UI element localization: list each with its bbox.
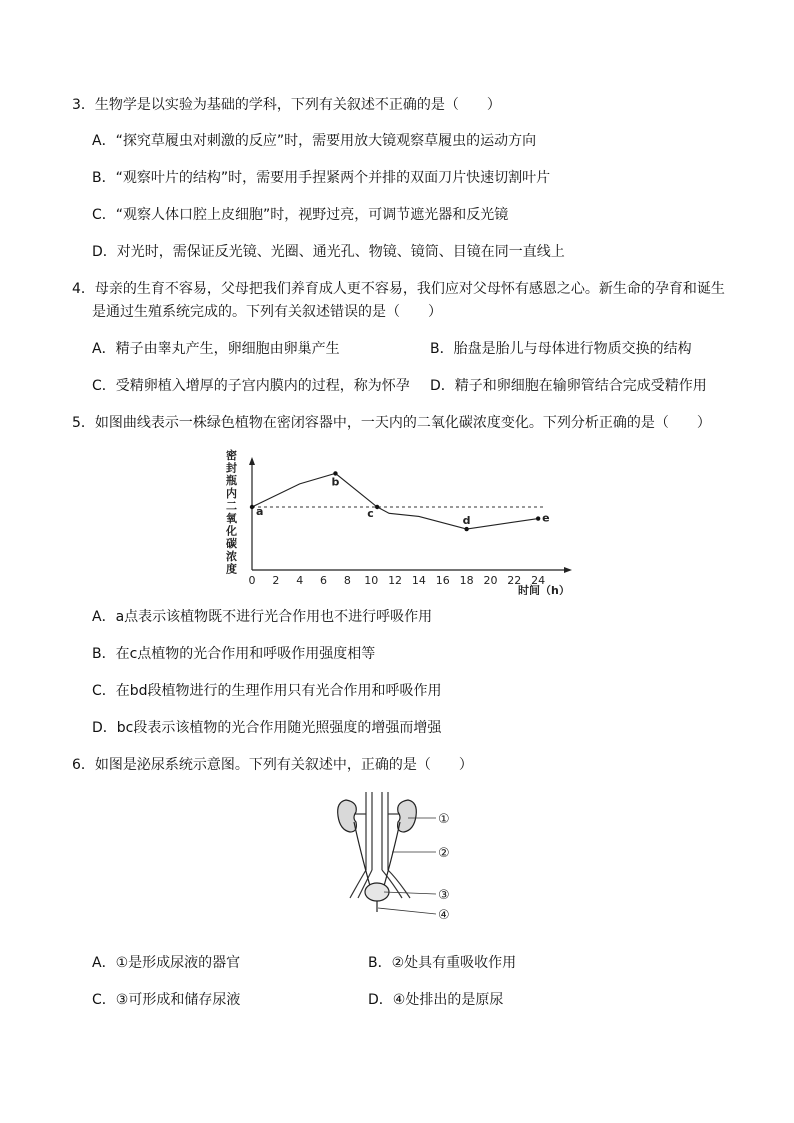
label-2: ② bbox=[438, 846, 450, 861]
q3-option-c: C．“观察人体口腔上皮细胞”时，视野过亮，可调节遮光器和反光镜 bbox=[92, 207, 509, 223]
q4-option-d: D．精子和卵细胞在输卵管结合完成受精作用 bbox=[430, 378, 707, 394]
point-label-c: c bbox=[367, 507, 374, 520]
series-line bbox=[252, 473, 538, 529]
data-point-d bbox=[464, 527, 468, 531]
x-tick-label: 12 bbox=[388, 574, 403, 587]
y-label-char: 封 bbox=[226, 461, 237, 475]
q4-option-b: B．胎盘是胎儿与母体进行物质交换的结构 bbox=[430, 341, 692, 357]
point-label-b: b bbox=[331, 475, 340, 489]
q4-stem-line2: 是通过生殖系统完成的。下列有关叙述错误的是（ ） bbox=[92, 304, 442, 320]
data-point-a bbox=[250, 505, 254, 509]
x-tick-label: 8 bbox=[343, 574, 351, 587]
q3-option-d: D．对光时，需保证反光镜、光圈、通光孔、物镜、镜筒、目镜在同一直线上 bbox=[92, 244, 565, 260]
y-label-char: 度 bbox=[226, 562, 237, 576]
y-label-char: 化 bbox=[226, 524, 237, 538]
q3-stem: 3．生物学是以实验为基础的学科，下列有关叙述不正确的是（ ） bbox=[72, 97, 501, 113]
data-point-e bbox=[536, 516, 540, 520]
q4-option-c: C．受精卵植入增厚的子宫内膜内的过程，称为怀孕 bbox=[92, 378, 410, 394]
y-label-char: 浓 bbox=[226, 549, 237, 563]
left-kidney bbox=[338, 800, 357, 832]
point-label-d: d bbox=[462, 514, 471, 528]
x-tick-label: 14 bbox=[411, 574, 426, 587]
q6-option-b: B．②处具有重吸收作用 bbox=[368, 955, 517, 971]
x-tick-label: 4 bbox=[296, 574, 304, 587]
q5-option-a: A．a点表示该植物既不进行光合作用也不进行呼吸作用 bbox=[92, 609, 433, 625]
q6-option-a: A．①是形成尿液的器官 bbox=[92, 955, 241, 971]
x-tick-label: 24 bbox=[531, 574, 546, 587]
x-tick-label: 6 bbox=[320, 574, 328, 587]
q5-option-b: B．在c点植物的光合作用和呼吸作用强度相等 bbox=[92, 646, 376, 662]
q3-option-b: B．“观察叶片的结构”时，需要用手捏紧两个并排的双面刀片快速切割叶片 bbox=[92, 170, 551, 186]
q5-option-d: D．bc段表示该植物的光合作用随光照强度的增强而增强 bbox=[92, 720, 442, 736]
right-kidney bbox=[398, 800, 417, 832]
y-label-char: 密 bbox=[226, 449, 237, 462]
y-label-char: 碳 bbox=[226, 537, 237, 551]
x-tick-label: 2 bbox=[272, 574, 280, 587]
q6-stem: 6．如图是泌尿系统示意图。下列有关叙述中，正确的是（ ） bbox=[72, 757, 473, 773]
q6-option-c: C．③可形成和储存尿液 bbox=[92, 992, 241, 1008]
x-axis-arrow bbox=[564, 567, 572, 573]
x-tick-label: 16 bbox=[435, 574, 450, 587]
x-tick-label: 10 bbox=[364, 574, 379, 587]
q4-stem-line1: 4．母亲的生育不容易，父母把我们养育成人更不容易，我们应对父母怀有感恩之心。新生命的孕育和诞生 bbox=[72, 281, 725, 297]
q5-stem: 5．如图曲线表示一株绿色植物在密闭容器中，一天内的二氧化碳浓度变化。下列分析正确的是（ ） bbox=[72, 415, 711, 431]
y-axis-label bbox=[225, 448, 238, 575]
y-label-char: 氧 bbox=[226, 512, 237, 525]
q6-option-d: D．④处排出的是原尿 bbox=[368, 992, 504, 1008]
label-3: ③ bbox=[438, 888, 450, 903]
co2-concentration-chart bbox=[220, 445, 580, 595]
x-tick-label: 20 bbox=[483, 574, 498, 587]
x-tick-label: 0 bbox=[248, 574, 256, 587]
q3-option-a: A．“探究草履虫对刺激的反应”时，需要用放大镜观察草履虫的运动方向 bbox=[92, 133, 537, 149]
x-tick-label: 18 bbox=[459, 574, 474, 587]
label-1: ① bbox=[438, 812, 450, 827]
point-label-a: a bbox=[256, 505, 264, 518]
y-label-char: 二 bbox=[226, 499, 237, 513]
label-4: ④ bbox=[438, 908, 450, 923]
x-axis-label: 时间（h） bbox=[518, 584, 570, 595]
point-label-e: e bbox=[542, 511, 550, 525]
q4-option-a: A．精子由睾丸产生，卵细胞由卵巢产生 bbox=[92, 341, 340, 357]
x-tick-label: 22 bbox=[507, 574, 522, 587]
y-label-char: 内 bbox=[226, 486, 237, 500]
q5-option-c: C．在bd段植物进行的生理作用只有光合作用和呼吸作用 bbox=[92, 683, 442, 699]
y-axis-arrow bbox=[249, 457, 255, 465]
data-point-c bbox=[375, 505, 379, 509]
y-label-char: 瓶 bbox=[226, 474, 237, 488]
urinary-system-diagram bbox=[332, 790, 472, 930]
ureters bbox=[354, 822, 400, 886]
